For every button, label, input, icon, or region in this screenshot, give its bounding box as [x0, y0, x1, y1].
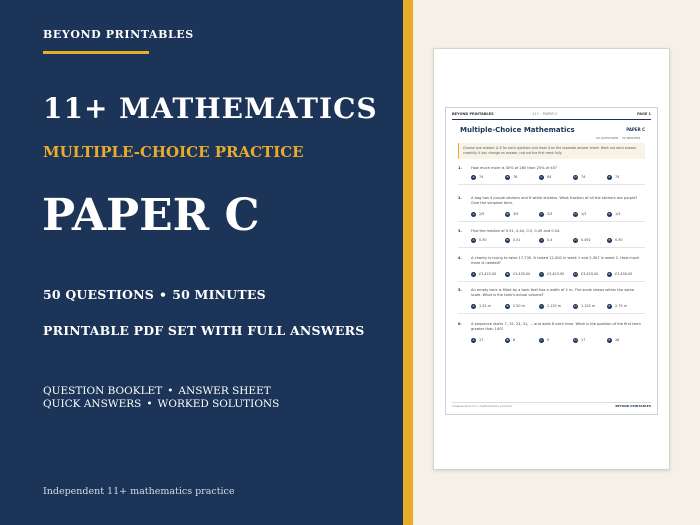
option-value: £3,423.00 — [479, 272, 497, 276]
option-value: 17 — [479, 338, 484, 342]
sheet-title: Multiple-Choice Mathematics — [460, 126, 575, 134]
answer-option — [607, 304, 637, 310]
answer-option — [505, 175, 535, 181]
option-letter-badge: A — [472, 238, 475, 242]
sheet-header-paper: 11+ · PAPER C — [532, 112, 558, 116]
question-number: 4. — [458, 256, 462, 260]
option-value: 0.50 — [479, 238, 487, 242]
answer-option — [539, 238, 569, 244]
option-letter-badge: A — [472, 304, 475, 308]
answer-option — [607, 212, 637, 218]
answer-option — [471, 272, 501, 278]
answer-option — [471, 238, 501, 244]
question-divider — [458, 221, 645, 222]
sheet-header-rule — [452, 119, 651, 120]
option-letter-badge: E — [608, 212, 611, 216]
option-value: 2.125 m — [547, 304, 562, 308]
answer-option — [573, 212, 603, 218]
question-number: 6. — [458, 322, 462, 326]
question-number: 5. — [458, 288, 462, 292]
product-subtitle: MULTIPLE-CHOICE PRACTICE — [43, 143, 304, 161]
answer-option — [539, 212, 569, 218]
option-letter-badge: E — [608, 272, 611, 276]
option-value: 0.492 — [581, 238, 591, 242]
option-letter-badge: C — [540, 338, 543, 342]
option-letter-badge: D — [574, 338, 577, 342]
option-value: 3/5 — [513, 212, 519, 216]
question-text: A charity is trying to raise 17,730. It raised 12,000 in week 1 and 2,307 in week 2. How much more is needed? — [471, 256, 640, 265]
option-letter-badge: C — [540, 272, 543, 276]
question-text: How much more is 30% of 280 than 25% of 40? — [471, 166, 557, 170]
option-value: 8 — [513, 338, 516, 342]
separator-dot: • — [158, 287, 168, 302]
answer-option — [539, 338, 569, 344]
option-value: £3,423.00 — [547, 272, 565, 276]
question-divider — [458, 281, 645, 282]
brand-underline — [43, 51, 149, 54]
option-value: £3,430.00 — [513, 272, 531, 276]
option-value: 76 — [513, 175, 518, 179]
option-value: 1.125 m — [581, 304, 596, 308]
option-value: 0.50 — [615, 238, 623, 242]
set-description: PRINTABLE PDF SET WITH FULL ANSWERS — [43, 323, 365, 338]
option-value: 1/2 — [581, 212, 587, 216]
paper-label: PAPER C — [42, 190, 260, 241]
option-letter-badge: D — [574, 238, 577, 242]
answer-option — [607, 272, 637, 278]
sheet-time-limit: 50 MINUTES — [622, 136, 641, 140]
option-letter-badge: A — [472, 212, 475, 216]
option-value: 2/5 — [479, 212, 485, 216]
option-value: 17 — [581, 338, 586, 342]
time-limit: 50 MINUTES — [172, 287, 266, 302]
answer-option — [573, 304, 603, 310]
option-value: 2/3 — [547, 212, 553, 216]
accent-stripe — [403, 0, 413, 525]
option-letter-badge: A — [472, 272, 475, 276]
option-letter-badge: C — [540, 304, 543, 308]
contents-item: WORKED SOLUTIONS — [157, 398, 280, 410]
option-letter-badge: D — [574, 175, 577, 179]
option-letter-badge: D — [574, 272, 577, 276]
separator-dot: • — [167, 385, 174, 397]
option-value: 74 — [479, 175, 484, 179]
answer-option — [573, 272, 603, 278]
option-value: 2.50 m — [513, 304, 525, 308]
question-number: 2. — [458, 196, 462, 200]
question-count: 50 QUESTIONS — [43, 287, 154, 302]
answer-option — [505, 272, 535, 278]
contents-line-1 — [43, 385, 279, 398]
sheet-question-count: 50 QUESTIONS — [596, 136, 619, 140]
contents-item: QUESTION BOOKLET — [43, 385, 163, 397]
answer-option — [505, 212, 535, 218]
option-letter-badge: B — [506, 304, 509, 308]
option-value: 2.75 m — [615, 304, 627, 308]
option-letter-badge: B — [506, 338, 509, 342]
answer-option — [505, 304, 535, 310]
answer-option — [471, 175, 501, 181]
option-value: 0.4 — [547, 238, 553, 242]
option-letter-badge: B — [506, 238, 509, 242]
option-value: £3,430.00 — [615, 272, 633, 276]
sheet-footer-brand: BEYOND PRINTABLES — [615, 404, 651, 408]
option-value: 1/3 — [615, 212, 621, 216]
sheet-footer — [452, 404, 651, 410]
option-letter-badge: B — [506, 175, 509, 179]
contents-list — [43, 385, 279, 411]
answer-option — [573, 338, 603, 344]
option-letter-badge: A — [472, 175, 475, 179]
option-letter-badge: B — [506, 212, 509, 216]
option-value: 0.51 — [513, 238, 521, 242]
answer-option — [471, 338, 501, 344]
option-letter-badge: D — [574, 212, 577, 216]
question-text: Find the median of 0.51, 0.44, 0.5, 0.49 and 0.54. — [471, 229, 561, 233]
option-letter-badge: C — [540, 175, 543, 179]
answer-option — [471, 304, 501, 310]
question-text: An empty tank is filled by a tank that has a width of 2 m. The scale shows within the same scale. What is the tank's actual volume? — [471, 288, 635, 297]
option-letter-badge: E — [608, 175, 611, 179]
contents-item: QUICK ANSWERS — [43, 398, 142, 410]
option-letter-badge: A — [472, 338, 475, 342]
sheet-footer-rule — [452, 402, 651, 403]
option-value: 9 — [547, 338, 550, 342]
answer-option — [607, 338, 637, 344]
question-text: A bag has 4 purple stickers and 6 white stickers. What fraction of all the stickers are purple? Give the simplest form. — [471, 196, 638, 205]
option-value: 84 — [547, 175, 552, 179]
answer-option — [573, 175, 603, 181]
option-value: 18 — [615, 338, 620, 342]
option-value: 74 — [615, 175, 620, 179]
answer-option — [505, 238, 535, 244]
answer-option — [471, 212, 501, 218]
option-letter-badge: E — [608, 238, 611, 242]
question-text: A sequence starts 7, 15, 23, 31, ... and adds 8 each time. What is the position of the first term greater than 140? — [471, 322, 641, 331]
question-number: 3. — [458, 229, 462, 233]
answer-option — [539, 175, 569, 181]
product-title: 11+ MATHEMATICS — [43, 92, 378, 125]
question-divider — [458, 247, 645, 248]
question-divider — [458, 184, 645, 185]
answer-option — [539, 272, 569, 278]
question-count-line — [43, 287, 266, 302]
sheet-header-page: PAGE 1 — [637, 112, 651, 116]
question-number: 1. — [458, 166, 462, 170]
option-letter-badge: E — [608, 304, 611, 308]
question-divider — [458, 313, 645, 314]
option-value: 1.25 m — [479, 304, 491, 308]
option-letter-badge: D — [574, 304, 577, 308]
option-letter-badge: E — [608, 338, 611, 342]
answer-option — [607, 175, 637, 181]
cover-footer: Independent 11+ mathematics practice — [43, 486, 235, 497]
sheet-paper-label: PAPER C — [626, 127, 645, 132]
answer-option — [539, 304, 569, 310]
worksheet-preview — [445, 107, 658, 415]
answer-option — [607, 238, 637, 244]
sheet-footer-text: Independent 11+ mathematics practice — [452, 404, 513, 408]
option-letter-badge: B — [506, 272, 509, 276]
brand-name: BEYOND PRINTABLES — [43, 28, 194, 41]
option-value: 74 — [581, 175, 586, 179]
answer-option — [505, 338, 535, 344]
contents-item: ANSWER SHEET — [178, 385, 271, 397]
answer-option — [573, 238, 603, 244]
option-value: £3,433.00 — [581, 272, 599, 276]
option-letter-badge: C — [540, 238, 543, 242]
option-letter-badge: C — [540, 212, 543, 216]
sheet-instructions: Choose one answer. A–E for each question and mark it on the separate answer sheet. Work out each answer carefully. If you change an answer, rub out the first mark fully. — [458, 143, 645, 159]
sheet-header-brand: BEYOND PRINTABLES — [452, 112, 494, 116]
contents-line-2 — [43, 398, 279, 411]
separator-dot: • — [146, 398, 153, 410]
